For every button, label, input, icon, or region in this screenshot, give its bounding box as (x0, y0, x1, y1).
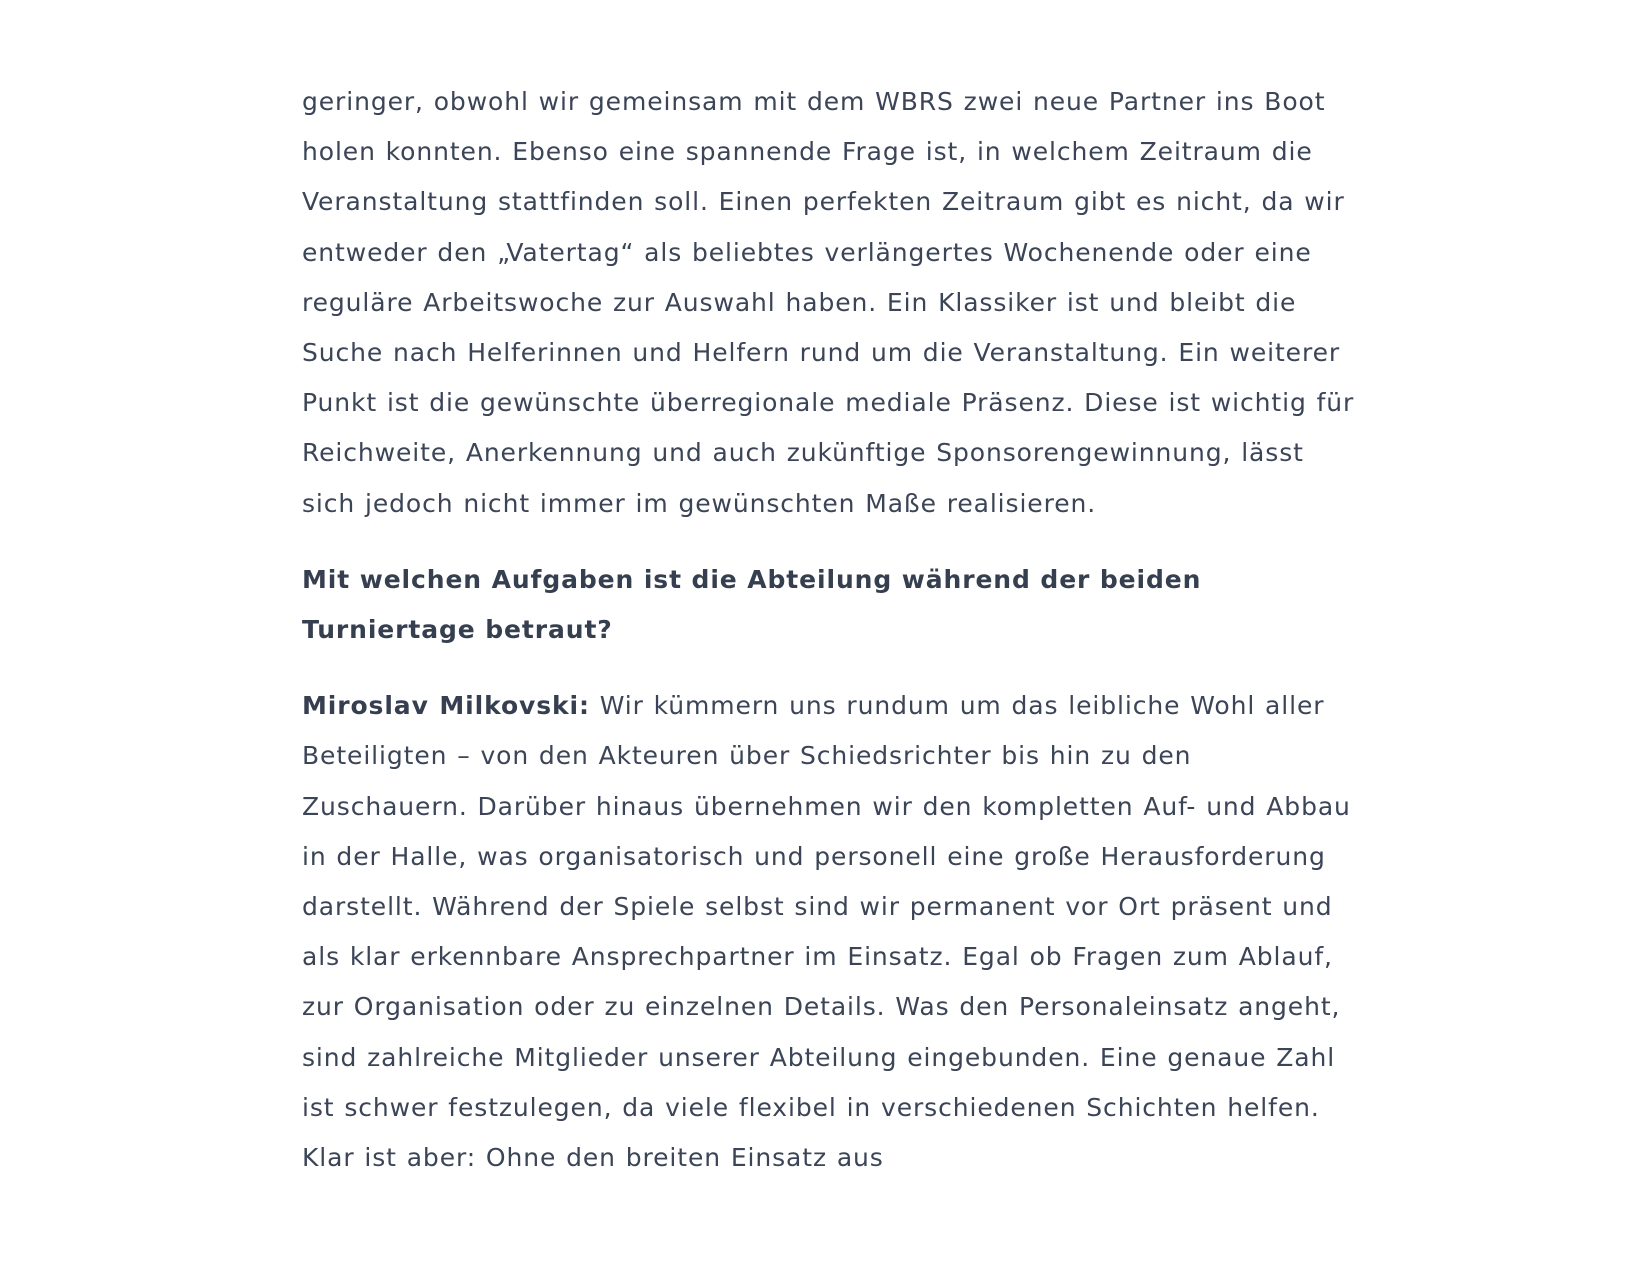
interview-answer (302, 681, 1362, 1183)
paragraph-1: geringer, obwohl wir gemeinsam mit dem WBRS zwei neue Partner ins Boot holen konnten. Ebenso eine spannende Frage ist, in welchem Zeitraum die Veranstaltung stattfinden soll. Einen perfekten Zeitraum gibt es nicht, da wir entweder den „Vatertag“ als beliebtes verlängertes Wochenende oder eine reguläre Arbeitswoche zur Auswahl haben. Ein Klassiker ist und bleibt die Suche nach Helferinnen und Helfern rund um die Veranstaltung. Ein weiterer Punkt ist die gewünschte überregionale mediale Präsenz. Diese ist wichtig für Reichweite, Anerkennung und auch zukünftige Sponsorengewinnung, lässt sich jedoch nicht immer im gewünschten Maße realisieren. (302, 87, 1355, 518)
answer-text: Wir kümmern uns rundum um das leibliche Wohl aller Beteiligten – von den Akteuren über Schiedsrichter bis hin zu den Zuschauern. Darüber hinaus übernehmen wir den kompletten Auf- und Abbau in der Halle, was organisatorisch und personell eine große Herausforderung darstellt. Während der Spiele selbst sind wir permanent vor Ort präsent und als klar erkennbare Ansprechpartner im Einsatz. Egal ob Fragen zum Ablauf, zur Organisation oder zu einzelnen Details. Was den Personaleinsatz angeht, sind zahlreiche Mitglieder unserer Abteilung eingebunden. Eine genaue Zahl ist schwer festzulegen, da viele flexibel in verschiedenen Schichten helfen. Klar ist aber: Ohne den breiten Einsatz aus (302, 691, 1351, 1173)
interview-question: Mit welchen Aufgaben ist die Abteilung während der beiden Turniertage betraut? (302, 564, 1202, 645)
article-body (302, 77, 1362, 1183)
answer-speaker: Miroslav Milkovski: (302, 691, 590, 721)
